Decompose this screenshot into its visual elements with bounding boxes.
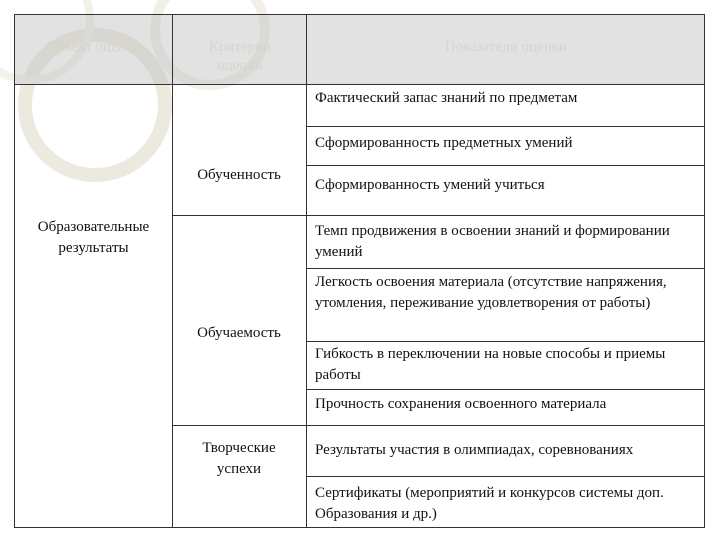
- header-indicators: Показатели оценки: [444, 39, 568, 55]
- indicator-knowledge-stock: Фактический запас знаний по предметам: [315, 90, 578, 106]
- criteria-learnability: Обучаемость: [197, 325, 281, 341]
- criteria-creative: Творческие успехи: [202, 440, 276, 477]
- indicator-retention: Прочность сохранения освоенного материала: [315, 396, 607, 412]
- header-object: Объект оценки: [45, 39, 142, 55]
- indicator-flexibility: Гибкость в переключении на новые способы и приемы работы: [315, 346, 666, 383]
- indicator-subject-skills: Сформированность предметных умений: [315, 135, 573, 151]
- indicator-certificates: Сертификаты (мероприятий и конкурсов системы доп. Образования и др.): [315, 485, 664, 522]
- indicator-olympiads: Результаты участия в олимпиадах, соревнованиях: [315, 442, 634, 458]
- indicator-learning-skills: Сформированность умений учиться: [315, 177, 545, 193]
- object-cell: Образовательные результаты: [37, 219, 150, 256]
- indicator-ease: Легкость освоения материала (отсутствие напряжения, утомления, переживание удовлетворения от работы): [315, 274, 667, 311]
- criteria-learnedness: Обученность: [197, 167, 281, 183]
- indicator-pace: Темп продвижения в освоении знаний и формировании умений: [315, 223, 670, 260]
- header-criteria: Критерии оценки: [208, 39, 272, 74]
